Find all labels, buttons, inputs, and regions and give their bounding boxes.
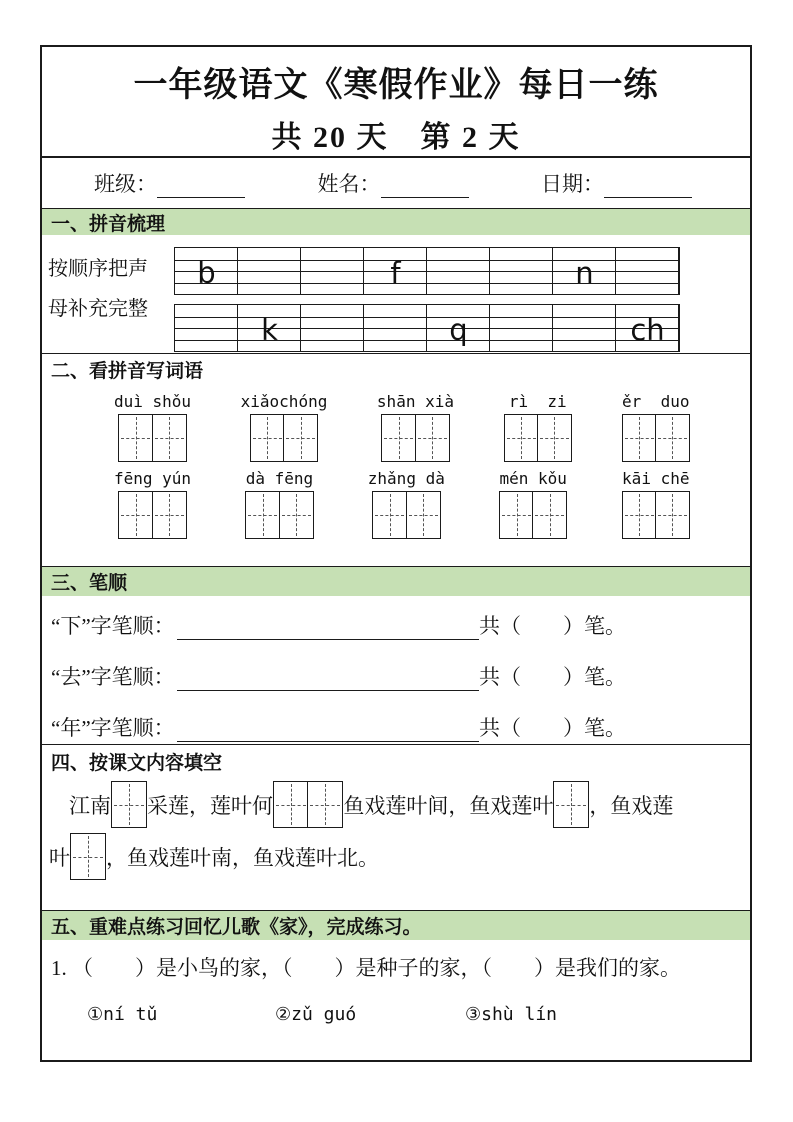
writing-box[interactable]	[118, 414, 153, 462]
pinyin-label: zhǎng dà	[367, 469, 445, 488]
passage-text: ，鱼戏莲叶南，鱼戏莲叶北。	[106, 845, 379, 870]
question-1: 1. （ ）是小鸟的家，（ ）是种子的家，（ ）是我们的家。	[51, 956, 681, 980]
section5-header	[42, 910, 750, 940]
passage-text: 叶	[49, 845, 70, 870]
pinyin-label: duì shǒu	[114, 392, 192, 411]
option-1[interactable]: ①ní tǔ	[87, 1004, 158, 1025]
stroke-order-line-xia	[51, 610, 626, 640]
writing-boxes	[118, 491, 186, 539]
word-group	[245, 469, 313, 539]
passage-text: 鱼戏莲叶间，鱼戏莲叶	[343, 793, 554, 818]
writing-boxes	[372, 491, 440, 539]
section3-header	[42, 566, 750, 596]
initials-grids	[174, 247, 680, 353]
fill-box[interactable]	[553, 781, 589, 828]
initial-letter-n: n	[575, 256, 594, 290]
initial-letter-ch: ch	[630, 313, 665, 347]
writing-box[interactable]	[499, 491, 534, 539]
passage-line-1	[49, 781, 744, 828]
grid-line	[175, 328, 679, 329]
writing-box[interactable]	[245, 491, 280, 539]
name-label: 姓名：	[317, 172, 381, 196]
word-group	[504, 392, 572, 462]
fill-box[interactable]	[307, 781, 343, 828]
option-2[interactable]: ②zǔ guó	[275, 1004, 357, 1025]
writing-box[interactable]	[152, 491, 187, 539]
section4-header	[42, 744, 750, 777]
grid-line	[175, 340, 679, 341]
writing-box[interactable]	[381, 414, 416, 462]
pinyin-label: rì zi	[508, 392, 567, 411]
writing-box[interactable]	[655, 414, 690, 462]
writing-boxes	[622, 491, 690, 539]
class-label: 班级：	[94, 172, 157, 196]
stroke-order-input[interactable]	[177, 616, 479, 640]
section4-title: 四、按课文内容填空	[51, 752, 223, 774]
initial-letter-b: b	[197, 256, 216, 290]
writing-boxes	[118, 414, 186, 462]
writing-box[interactable]	[537, 414, 572, 462]
writing-box[interactable]	[406, 491, 441, 539]
passage-line-2	[49, 833, 744, 880]
class-input[interactable]	[157, 176, 245, 198]
writing-box[interactable]	[250, 414, 285, 462]
stroke-order-label: “下”字笔顺：	[51, 614, 175, 638]
writing-box[interactable]	[504, 414, 539, 462]
section5-title: 五、重难点练习回忆儿歌《家》，完成练习。	[51, 917, 422, 938]
stroke-count-label: 共（ ）笔。	[479, 614, 626, 638]
grid-line	[175, 317, 679, 318]
section3-content	[42, 596, 750, 744]
passage-text: 江南	[69, 793, 111, 818]
section5-content	[42, 940, 750, 1060]
section4-content	[42, 777, 750, 910]
student-info-row	[42, 158, 750, 208]
word-group	[114, 392, 191, 462]
passage-text: ，鱼戏莲	[589, 793, 674, 818]
pinyin-label: xiǎochóng	[240, 392, 328, 411]
word-group	[368, 469, 445, 539]
stroke-order-label: “去”字笔顺：	[51, 665, 175, 689]
fill-boxes	[273, 781, 343, 828]
initials-grid-1[interactable]	[174, 247, 680, 295]
page-subtitle: 共 20 天 第 2 天	[271, 121, 521, 154]
stroke-order-line-qu	[51, 661, 626, 691]
passage-text: 采莲，莲叶何	[147, 793, 273, 818]
name-field	[318, 168, 469, 198]
word-group	[622, 392, 690, 462]
section3-title: 三、笔顺	[51, 573, 128, 594]
writing-boxes	[381, 414, 449, 462]
section2-title: 二、看拼音写词语	[51, 360, 204, 382]
option-3[interactable]: ③shù lín	[465, 1004, 557, 1025]
writing-box[interactable]	[622, 491, 657, 539]
pinyin-label: kāi chē	[622, 469, 690, 488]
date-input[interactable]	[604, 176, 692, 198]
writing-box[interactable]	[279, 491, 314, 539]
word-group	[622, 469, 690, 539]
fill-box[interactable]	[70, 833, 106, 880]
writing-boxes	[504, 414, 572, 462]
section2-content	[42, 384, 750, 566]
initial-letter-f: f	[390, 256, 401, 290]
word-group	[114, 469, 191, 539]
fill-box[interactable]	[111, 781, 147, 828]
word-group	[241, 392, 328, 462]
section2-header	[42, 353, 750, 384]
writing-boxes	[245, 491, 313, 539]
word-row-2	[114, 469, 690, 539]
grid-line	[175, 283, 679, 284]
writing-box[interactable]	[622, 414, 657, 462]
date-label: 日期：	[541, 172, 604, 196]
initial-letter-q: q	[449, 313, 468, 347]
pinyin-label: fēng yún	[114, 469, 192, 488]
writing-box[interactable]	[152, 414, 187, 462]
writing-box[interactable]	[532, 491, 567, 539]
grid-line	[175, 271, 679, 272]
section1-content	[42, 235, 750, 353]
writing-box[interactable]	[283, 414, 318, 462]
writing-box[interactable]	[372, 491, 407, 539]
stroke-order-input[interactable]	[177, 667, 479, 691]
writing-box[interactable]	[118, 491, 153, 539]
initials-grid-2[interactable]	[174, 304, 680, 352]
title-block	[42, 47, 750, 158]
writing-box[interactable]	[655, 491, 690, 539]
instruction-line2: 母补充完整	[48, 298, 148, 320]
instruction-line1: 按顺序把声	[48, 258, 148, 280]
grid-line	[175, 260, 679, 261]
writing-boxes	[250, 414, 318, 462]
worksheet-sheet	[40, 45, 752, 1062]
word-group	[377, 392, 454, 462]
section1-title: 一、拼音梳理	[51, 213, 166, 235]
pinyin-label: shān xià	[376, 392, 454, 411]
stroke-count-label: 共（ ）笔。	[479, 665, 626, 689]
writing-boxes	[622, 414, 690, 462]
fill-box[interactable]	[273, 781, 309, 828]
name-input[interactable]	[381, 176, 469, 198]
stroke-order-line-nian	[51, 712, 626, 742]
stroke-order-input[interactable]	[177, 718, 479, 742]
word-row-1	[114, 392, 690, 462]
date-field	[541, 168, 692, 198]
initial-letter-k: k	[261, 313, 278, 347]
writing-box[interactable]	[415, 414, 450, 462]
stroke-count-label: 共（ ）笔。	[479, 716, 626, 740]
answer-options	[51, 1004, 750, 1025]
class-field	[94, 168, 245, 198]
page-title: 一年级语文《寒假作业》每日一练	[133, 67, 659, 104]
stroke-order-label: “年”字笔顺：	[51, 716, 175, 740]
section1-header	[42, 208, 750, 235]
word-group	[499, 469, 567, 539]
pinyin-label: dà fēng	[245, 469, 314, 488]
pinyin-label: mén kǒu	[499, 469, 567, 488]
pinyin-label: ěr duo	[622, 392, 690, 411]
section1-instruction	[48, 247, 174, 353]
writing-boxes	[499, 491, 567, 539]
